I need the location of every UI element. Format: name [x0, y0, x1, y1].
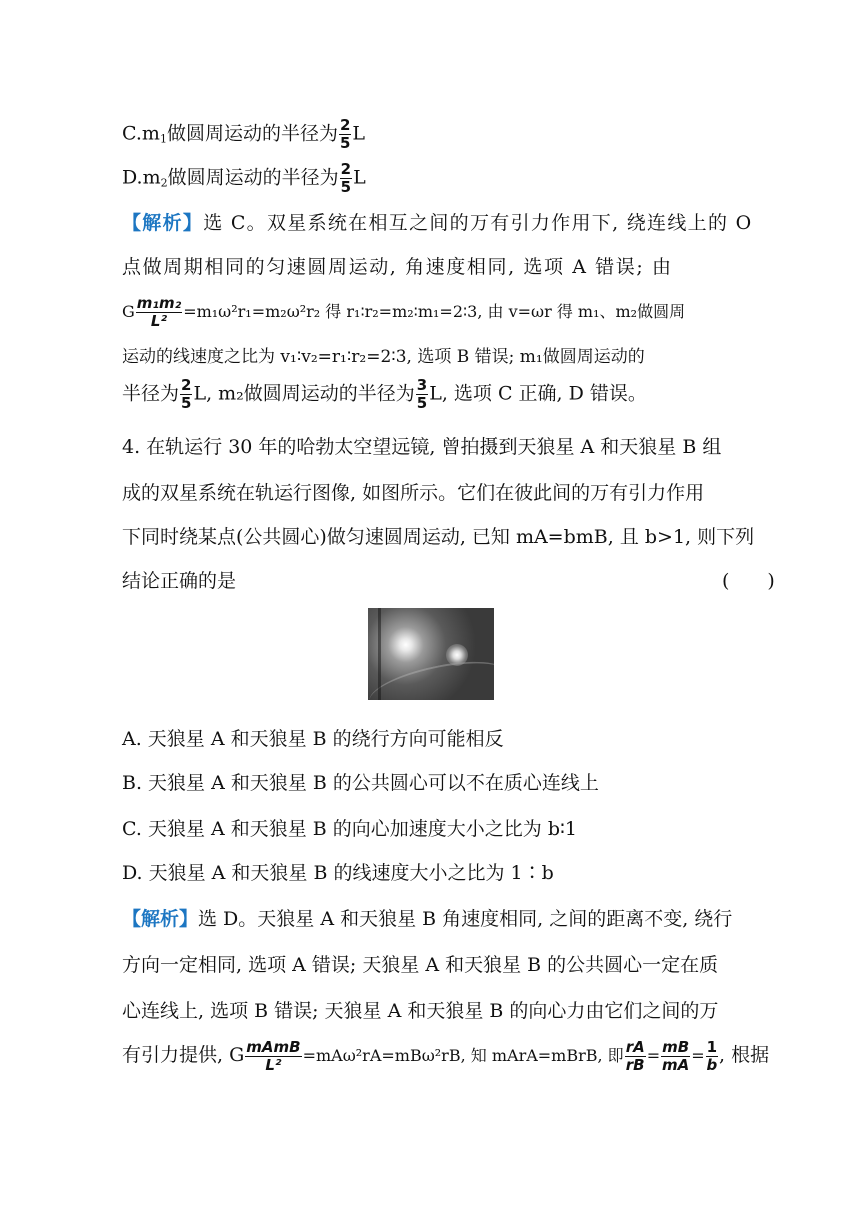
q3-analysis-text-2: 点做周期相同的匀速圆周运动, 角速度相同, 选项 A 错误; 由: [122, 256, 673, 278]
option-c-label: C.: [122, 122, 142, 145]
q3-radius-frac-2-num: 3: [416, 376, 428, 394]
q4-analysis-line-1: [122, 904, 732, 931]
q4-gravity-fraction: [245, 1040, 301, 1073]
q4-equals-1: =: [646, 1046, 661, 1065]
option-d: [122, 162, 366, 195]
q4-option-c: [122, 814, 577, 841]
option-c-fraction: [339, 118, 351, 151]
q3-analysis-line-2: [122, 252, 673, 279]
q3-radius-frac-1-num: 2: [181, 376, 192, 394]
q4-inverse-b-fraction: [706, 1040, 718, 1073]
q4-analysis-text-4c: , 根据: [719, 1044, 770, 1066]
q4-option-d: [122, 858, 554, 885]
option-c-mass-sub: 1: [159, 132, 167, 146]
q3-analysis-line-5: [122, 378, 647, 411]
q4-analysis-text-4b: =mAω²rA=mBω²rB, 知 mArA=mBrB, 即: [302, 1046, 624, 1065]
q3-analysis-line-1: [122, 208, 752, 235]
photo-streak: [368, 652, 494, 700]
photo-artifact-bar: [378, 608, 381, 700]
q3-analysis-text-4: 运动的线速度之比为 v₁∶v₂=r₁∶r₂=2∶3, 选项 B 错误; m₁做圆周运动的: [122, 347, 645, 367]
q4-stem-text-1: 4. 在轨运行 30 年的哈勃太空望远镜, 曾拍摄到天狼星 A 和天狼星 B 组: [122, 436, 722, 458]
q3-analysis-line-3: [122, 296, 685, 329]
option-d-mass-sub: 2: [160, 176, 168, 190]
q4-analysis-line-4: [122, 1040, 769, 1073]
q4-stem-line-1: [122, 432, 721, 459]
sirius-binary-photo: [368, 608, 494, 700]
option-d-label: D.: [122, 166, 143, 189]
q3-analysis-tag: 【解析】: [122, 212, 204, 234]
q3-analysis-text-5c: L, 选项 C 正确, D 错误。: [429, 382, 647, 405]
q4-radius-ratio-num: rA: [625, 1038, 645, 1056]
q4-inverse-b-num: 1: [706, 1038, 718, 1056]
option-d-frac-num: 2: [340, 160, 352, 178]
option-c-frac-num: 2: [339, 116, 351, 134]
q4-analysis-line-3: [122, 996, 718, 1023]
q4-analysis-text-2: 方向一定相同, 选项 A 错误; 天狼星 A 和天狼星 B 的公共圆心一定在质: [122, 954, 719, 976]
q3-analysis-line-4: [122, 342, 645, 367]
option-d-fraction: [340, 162, 352, 195]
q4-analysis-text-1: 选 D。天狼星 A 和天狼星 B 角速度相同, 之间的距离不变, 绕行: [198, 908, 733, 930]
sirius-b-star: [446, 644, 468, 666]
q4-option-a-text: A. 天狼星 A 和天狼星 B 的绕行方向可能相反: [122, 728, 504, 750]
q3-gravity-g: G: [122, 302, 135, 321]
q3-gravity-frac-num: m₁m₂: [136, 294, 182, 312]
q4-radius-ratio-fraction: [625, 1040, 646, 1073]
q4-gravity-frac-num: mAmB: [246, 1038, 301, 1056]
q4-stem-line-4: [122, 566, 236, 593]
q4-radius-ratio-den: rB: [625, 1056, 645, 1074]
q4-stem-text-2: 成的双星系统在轨运行图像, 如图所示。它们在彼此间的万有引力作用: [122, 482, 705, 504]
option-c-unit: L: [352, 122, 366, 145]
q4-stem-line-2: [122, 478, 704, 505]
q4-gravity-frac-den: L²: [265, 1056, 282, 1074]
option-c-text: 做圆周运动的半径为: [166, 122, 338, 145]
q3-analysis-text-5a: 半径为: [122, 382, 180, 405]
q3-radius-fraction-1: [180, 378, 192, 411]
q3-radius-fraction-2: [416, 378, 428, 411]
q3-radius-frac-2-den: 5: [416, 394, 428, 412]
option-c-frac-den: 5: [339, 134, 351, 152]
q4-mass-ratio-fraction: [661, 1040, 690, 1073]
q4-analysis-text-3: 心连线上, 选项 B 错误; 天狼星 A 和天狼星 B 的向心力由它们之间的万: [122, 1000, 719, 1022]
q4-stem-line-3: [122, 522, 754, 549]
option-c-mass: m: [141, 122, 160, 145]
option-d-frac-den: 5: [340, 178, 352, 196]
q4-analysis-line-2: [122, 950, 718, 977]
q4-option-d-text: D. 天狼星 A 和天狼星 B 的线速度大小之比为 1∶b: [122, 862, 554, 884]
q4-inverse-b-den: b: [706, 1056, 718, 1074]
option-d-mass: m: [142, 166, 161, 189]
option-d-unit: L: [353, 166, 366, 189]
q4-stem-text-4: 结论正确的是: [122, 570, 237, 592]
option-d-text: 做圆周运动的半径为: [167, 166, 339, 189]
q4-stem-text-3: 下同时绕某点(公共圆心)做匀速圆周运动, 已知 mA=bmB, 且 b>1, 则下列: [122, 526, 755, 548]
q4-option-c-text: C. 天狼星 A 和天狼星 B 的向心加速度大小之比为 b∶1: [122, 818, 578, 840]
q3-gravity-frac-den: L²: [150, 312, 168, 330]
q4-option-a: [122, 724, 504, 751]
answer-blank: ( ): [722, 570, 775, 592]
q4-analysis-text-4a: 有引力提供, G: [122, 1044, 245, 1066]
q4-equals-2: =: [691, 1046, 705, 1065]
q3-analysis-text-3: =m₁ω²r₁=m₂ω²r₂ 得 r₁∶r₂=m₂∶m₁=2∶3, 由 v=ωr 得 m₁、m₂做圆周: [183, 302, 686, 321]
q4-mass-ratio-den: mA: [662, 1056, 690, 1074]
q4-option-b-text: B. 天狼星 A 和天狼星 B 的公共圆心可以不在质心连线上: [122, 772, 599, 794]
option-c: [122, 118, 365, 151]
q3-gravity-fraction: [136, 296, 182, 329]
q3-analysis-text-5b: L, m₂做圆周运动的半径为: [193, 382, 415, 405]
q3-radius-frac-1-den: 5: [181, 394, 192, 412]
q4-mass-ratio-num: mB: [662, 1038, 690, 1056]
q4-option-b: [122, 768, 599, 795]
q3-analysis-text-1: 选 C。双星系统在相互之间的万有引力作用下, 绕连线上的 O: [203, 212, 753, 234]
q4-analysis-tag: 【解析】: [122, 908, 199, 930]
